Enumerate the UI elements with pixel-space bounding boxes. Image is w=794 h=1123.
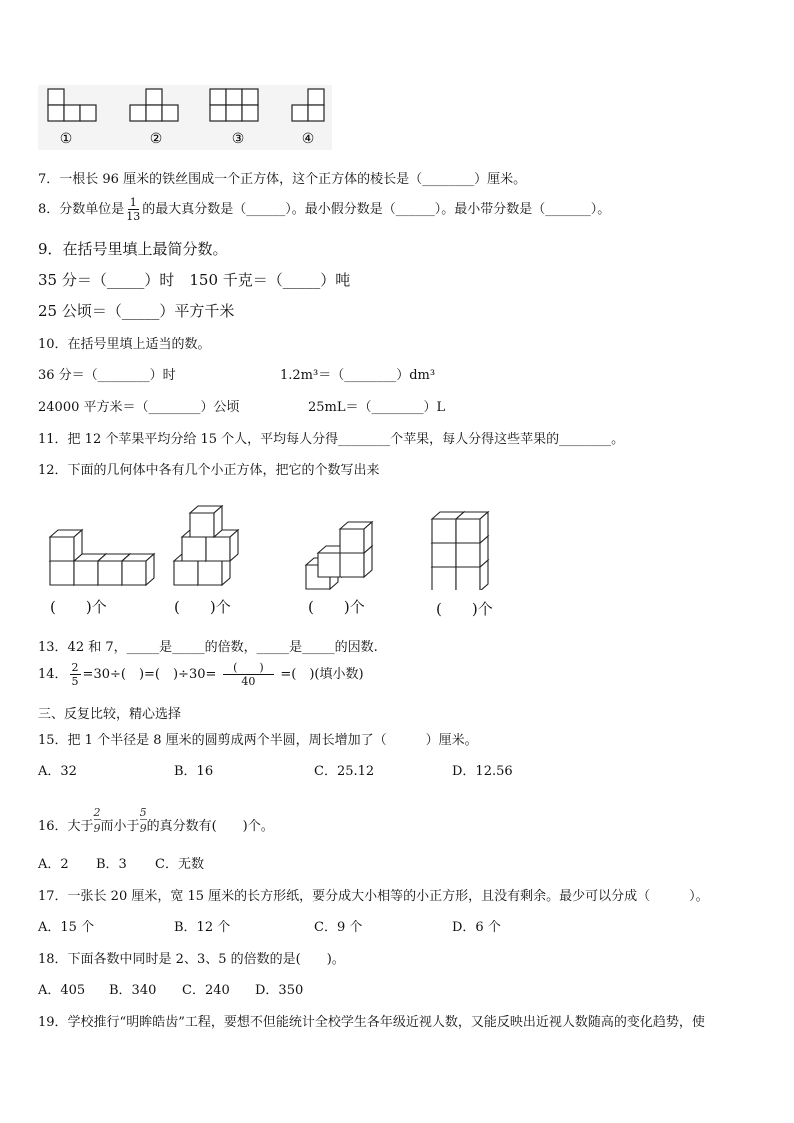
q17-option-a: A．15 个 <box>38 920 95 935</box>
q14-suffix: =( )(填小数) <box>280 667 364 682</box>
question-7: 7．一根长 96 厘米的铁丝围成一个正方体，这个正方体的棱长是（________）厘米。 <box>38 172 527 187</box>
question-12-title: 12．下面的几何体中各有几个小正方体，把它的个数写出来 <box>38 463 380 478</box>
q15-option-c: C．25.12 <box>314 764 375 779</box>
net-label-2: ② <box>149 131 163 147</box>
q18-option-b: B．340 <box>109 983 157 998</box>
question-9-title: 9．在括号里填上最简分数。 <box>38 240 228 258</box>
q16-mid: 而小于 <box>100 819 140 834</box>
q14-fraction-2: $\frac{( )}{40}$ <box>218 661 278 688</box>
q12-answer-1: ( )个 <box>50 598 107 616</box>
question-14 <box>38 661 364 688</box>
q12-answer-4: ( )个 <box>436 600 493 618</box>
q15-option-b: B．16 <box>174 764 214 779</box>
q8-suffix: 的最大真分数是（______）。最小假分数是（______）。最小带分数是（_______）。 <box>142 202 611 217</box>
q17-option-b: B．12 个 <box>174 920 231 935</box>
q18-option-c: C．240 <box>182 983 230 998</box>
net-3 <box>210 89 258 121</box>
q16-fraction-2: $\frac{5}{9}$ <box>139 806 147 835</box>
stack-4 <box>432 512 488 590</box>
q15-option-a: A．32 <box>38 764 77 779</box>
q17-option-c: C．9 个 <box>314 920 363 935</box>
question-18: 18．下面各数中同时是 2、3、5 的倍数的是( )。 <box>38 952 345 967</box>
cube-nets-figure <box>38 85 332 150</box>
section-3-heading: 三、反复比较，精心选择 <box>38 707 182 722</box>
question-9-line1: 35 分＝（_____）时 150 千克＝（_____）吨 <box>38 271 351 289</box>
question-10-d: 25mL＝（________）L <box>308 400 446 415</box>
stack-2 <box>174 506 238 585</box>
question-19: 19．学校推行“明眸皓齿”工程，要想不但能统计全校学生各年级近视人数，又能反映出近视人数随高的变化趋势，使 <box>38 1015 705 1030</box>
q14-prefix: 14． <box>38 667 68 682</box>
q16-option-a: A．2 <box>38 857 69 872</box>
question-10-a: 36 分＝（________）时 <box>38 368 176 383</box>
question-10-c: 24000 平方米＝（________）公顷 <box>38 400 240 415</box>
q16-suffix: 的真分数有( )个。 <box>146 819 274 834</box>
question-13: 13．42 和 7，_____是_____的倍数，_____是_____的因数. <box>38 640 378 655</box>
question-16 <box>38 795 274 835</box>
q16-option-c: C．无数 <box>155 857 204 872</box>
q17-option-d: D．6 个 <box>452 920 501 935</box>
cube-stacks-figure <box>38 495 518 590</box>
question-10-title: 10．在括号里填上适当的数。 <box>38 337 211 352</box>
question-15: 15．把 1 个半径是 8 厘米的圆剪成两个半圆，周长增加了（ ）厘米。 <box>38 733 478 748</box>
stack-3 <box>306 522 372 589</box>
q18-option-d: D．350 <box>255 983 304 998</box>
net-label-1: ① <box>59 131 73 147</box>
question-11: 11．把 12 个苹果平均分给 15 个人，平均每人分得________个苹果，每人分得这些苹果的________。 <box>38 432 625 447</box>
q18-option-a: A．405 <box>38 983 86 998</box>
stack-1 <box>50 530 154 585</box>
question-10-b: 1.2m³＝（________）dm³ <box>280 368 436 383</box>
net-label-4: ④ <box>301 131 315 147</box>
q14-mid: =30÷( )=( )÷30= <box>82 667 217 682</box>
net-label-3: ③ <box>231 131 245 147</box>
q16-prefix: 16．大于 <box>38 819 94 834</box>
question-9-line2: 25 公顷＝（_____）平方千米 <box>38 302 235 320</box>
q8-fraction: $\frac{1}{13}$ <box>126 196 141 223</box>
q16-fraction-1: $\frac{2}{9}$ <box>93 806 101 835</box>
q8-prefix: 8．分数单位是 <box>38 202 125 217</box>
q12-answer-3: ( )个 <box>308 598 365 616</box>
q14-fraction-1: $\frac{2}{5}$ <box>71 661 79 688</box>
question-8 <box>38 196 610 223</box>
q15-option-d: D．12.56 <box>452 764 513 779</box>
q16-option-b: B．3 <box>96 857 127 872</box>
question-17: 17．一张长 20 厘米，宽 15 厘米的长方形纸，要分成大小相等的小正方形，且没有剩余。最少可以分成（ ）。 <box>38 889 709 904</box>
q12-answer-2: ( )个 <box>174 598 231 616</box>
